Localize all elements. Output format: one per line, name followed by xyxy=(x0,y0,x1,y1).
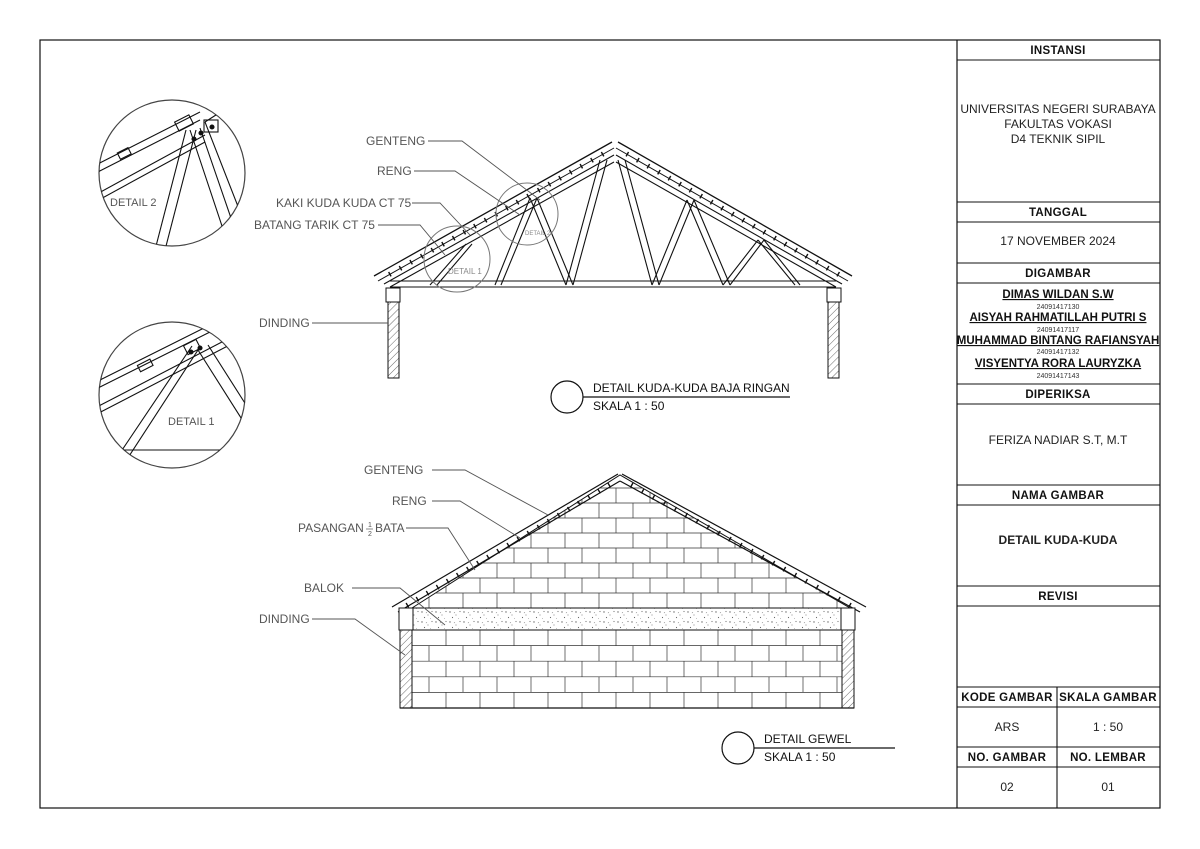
gable-label-genteng: GENTENG xyxy=(364,463,424,477)
drafter-name-4: VISYENTYA RORA LAURYZKA xyxy=(974,358,1142,370)
detail-1-callout-circle xyxy=(424,226,490,292)
instansi-line-3: D4 TEKNIK SIPIL xyxy=(1010,132,1106,146)
diperiksa-value: FERIZA NADIAR S.T, M.T xyxy=(988,433,1128,447)
revisi-label: REVISI xyxy=(1038,591,1078,603)
instansi-label: INSTANSI xyxy=(1030,45,1086,57)
truss-drawing xyxy=(374,142,852,378)
drafter-nim-2: 24091417117 xyxy=(1036,327,1080,334)
truss-right-plate xyxy=(827,288,841,302)
truss-title: DETAIL KUDA-KUDA BAJA RINGAN xyxy=(593,381,790,395)
drafter-name-3: MUHAMMAD BINTANG RAFIANSYAH xyxy=(956,335,1160,347)
truss-left-plate xyxy=(386,288,400,302)
skala-gambar-value: 1 : 50 xyxy=(1092,720,1124,734)
gable-right-plate xyxy=(841,608,855,630)
truss-label-reng: RENG xyxy=(377,164,412,178)
gable-title: DETAIL GEWEL xyxy=(764,732,852,746)
instansi-line-1: UNIVERSITAS NEGERI SURABAYA xyxy=(960,102,1156,116)
drafter-nim-4: 24091417143 xyxy=(1036,373,1080,380)
no-lembar-label: NO. LEMBAR xyxy=(1070,752,1146,764)
gable-label-fraction-num: 1 xyxy=(368,522,372,529)
gable-label-pasangan xyxy=(298,521,405,538)
gable-beam xyxy=(412,608,842,630)
gable-left-plate xyxy=(399,608,413,630)
detail-2-view xyxy=(90,90,255,250)
roof-tiles-right xyxy=(616,142,852,281)
gable-left-column xyxy=(400,630,412,708)
instansi-line-2: FAKULTAS VOKASI xyxy=(1004,117,1112,131)
kode-gambar-value: ARS xyxy=(994,720,1020,734)
skala-gambar-label: SKALA GAMBAR xyxy=(1059,692,1157,704)
gable-label-dinding: DINDING xyxy=(259,612,310,626)
gable-lower-wall xyxy=(412,630,842,708)
gable-label-fraction-den: 2 xyxy=(368,531,372,538)
drafter-nim-3: 24091417132 xyxy=(1036,349,1080,356)
gable-right-column xyxy=(842,630,854,708)
tanggal-label: TANGGAL xyxy=(1028,207,1088,219)
drafter-nim-1: 24091417130 xyxy=(1036,304,1080,311)
detail-2-label: DETAIL 2 xyxy=(110,197,157,209)
truss-webs xyxy=(430,160,800,285)
truss-bottom-chord xyxy=(390,281,836,287)
gable-scale: SKALA 1 : 50 xyxy=(764,750,836,764)
detail-1-callout-label: DETAIL 1 xyxy=(448,267,482,276)
no-gambar-value: 02 xyxy=(1000,780,1014,794)
detail-1-label: DETAIL 1 xyxy=(168,416,215,428)
gable-label-pasangan-text: PASANGAN xyxy=(298,521,364,535)
detail-2-callout-label: DETAIL 2 xyxy=(525,231,551,237)
digambar-label: DIGAMBAR xyxy=(1025,268,1091,280)
truss-label-kaki-kuda: KAKI KUDA KUDA CT 75 xyxy=(276,196,412,210)
truss-title-symbol xyxy=(551,381,583,413)
gable-drawing xyxy=(392,474,866,708)
nama-gambar-value: DETAIL KUDA-KUDA xyxy=(998,533,1118,547)
tanggal-value: 17 NOVEMBER 2024 xyxy=(1000,234,1116,248)
diperiksa-label: DIPERIKSA xyxy=(1025,389,1091,401)
detail-1-view xyxy=(90,310,262,470)
kode-gambar-label: KODE GAMBAR xyxy=(961,692,1053,704)
truss-label-dinding: DINDING xyxy=(259,316,310,330)
gable-label-reng: RENG xyxy=(392,494,427,508)
gable-title-symbol xyxy=(722,732,754,764)
no-lembar-value: 01 xyxy=(1101,780,1115,794)
gable-label-pasangan-bata: BATA xyxy=(375,521,405,535)
truss-scale: SKALA 1 : 50 xyxy=(593,399,665,413)
truss-label-batang-tarik: BATANG TARIK CT 75 xyxy=(254,218,375,232)
gable-label-balok: BALOK xyxy=(304,581,345,595)
drafter-name-1: DIMAS WILDAN S.W xyxy=(1002,289,1114,301)
no-gambar-label: NO. GAMBAR xyxy=(967,752,1047,764)
truss-leaders xyxy=(312,141,540,323)
drafter-name-2: AISYAH RAHMATILLAH PUTRI S xyxy=(969,312,1147,324)
truss-label-genteng: GENTENG xyxy=(366,134,426,148)
nama-gambar-label: NAMA GAMBAR xyxy=(1011,490,1105,502)
